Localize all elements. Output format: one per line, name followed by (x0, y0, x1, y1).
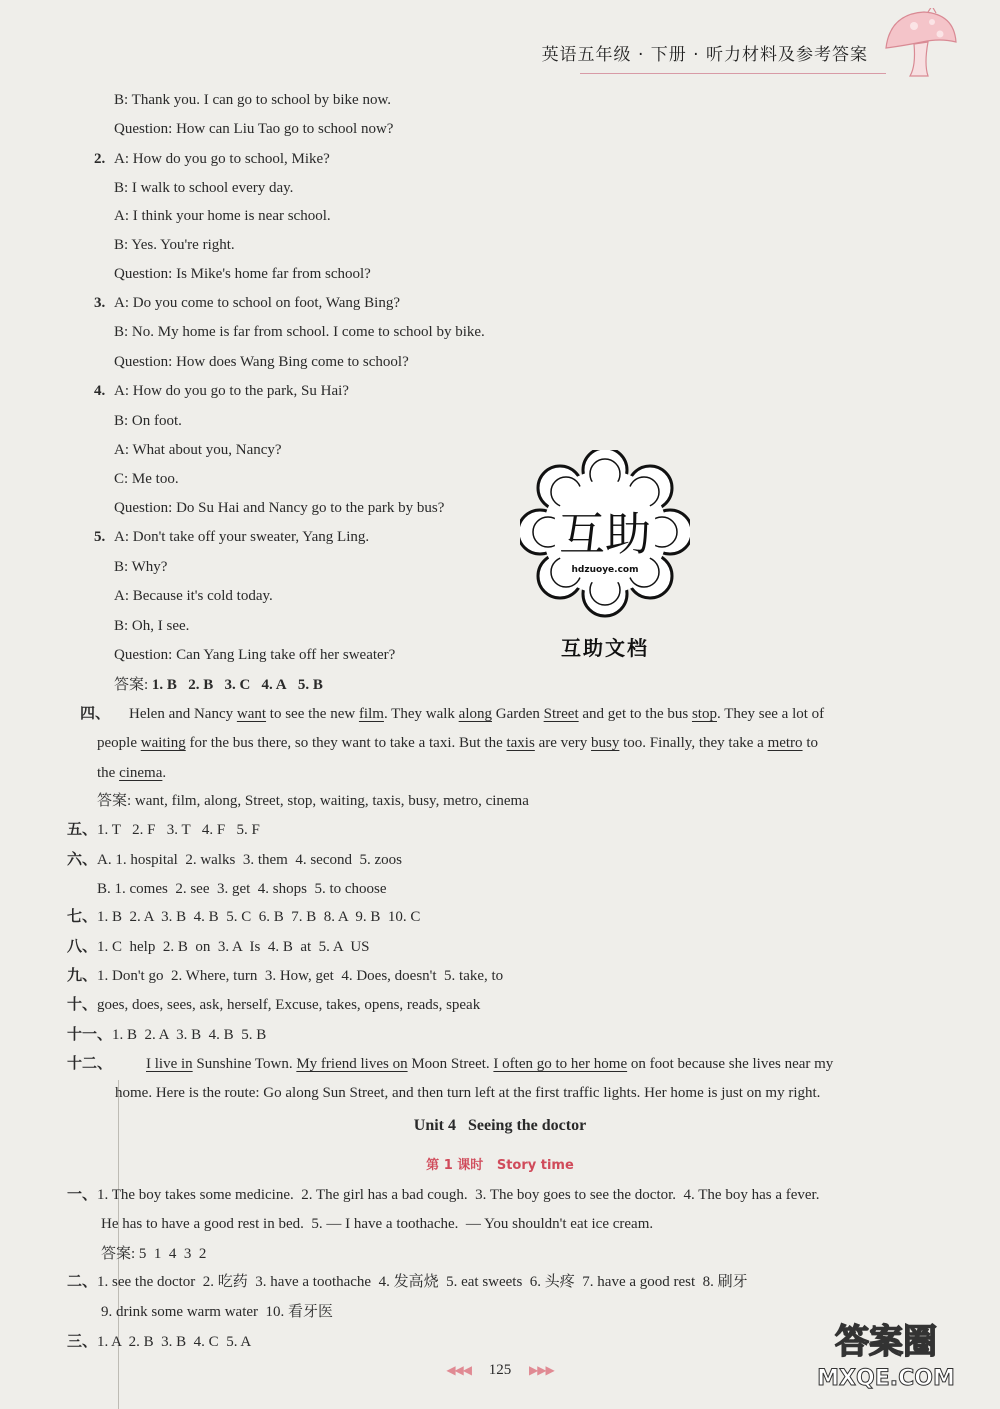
watermark-top-text: 答案圈 (835, 1322, 937, 1362)
answer-item: 2. B (188, 677, 214, 693)
section-number: 十、 (67, 997, 98, 1013)
section-number: 十二、 (67, 1056, 113, 1072)
answer-line: 1. see the doctor 2. 吃药 3. have a toothache 4. 发高烧 5. eat sweets 6. 头疼 7. have a good rest 8. 刷牙 (97, 1274, 748, 1290)
dialogue-line: B: Oh, I see. (114, 618, 190, 634)
answer-item: 3. C (224, 677, 251, 693)
prev-arrows-icon: ◀◀◀ (446, 1363, 471, 1377)
answer-word: waiting (140, 735, 186, 751)
answer-line: 1. The boy takes some medicine. 2. The girl has a bad cough. 3. The boy goes to see the doctor. 4. The boy has a fever. (97, 1187, 820, 1203)
question-line: Question: How can Liu Tao go to school now? (114, 121, 394, 137)
passage-text: people (97, 735, 141, 751)
dialogue-line: A: How do you go to school, Mike? (114, 151, 330, 167)
item-number: 5. (94, 529, 106, 545)
answer-word: film (358, 706, 384, 722)
passage-text: Garden (491, 706, 544, 722)
answer-word: metro (767, 735, 803, 751)
answer-word: I live in (146, 1056, 193, 1072)
dialogue-line: A: Don't take off your sweater, Yang Ling. (114, 529, 370, 545)
header-title: 英语五年级 · 下册 · 听力材料及参考答案 (541, 45, 868, 65)
answer-item: 5. F (236, 822, 260, 838)
section-number: 八、 (67, 939, 98, 955)
passage-text: . They see a lot of (716, 706, 825, 722)
answer-item: 4. A (261, 677, 287, 693)
passage-line: home. Here is the route: Go along Sun Street, and then turn left at the first traffic lights. Her home is just on my right. (115, 1085, 821, 1101)
dialogue-line: A: What about you, Nancy? (114, 442, 282, 458)
section-number: 七、 (67, 909, 98, 925)
question-line: Question: How does Wang Bing come to school? (114, 354, 409, 370)
passage-text: for the bus there, so they want to take a taxi. But the (185, 735, 507, 751)
item-number: 4. (94, 383, 106, 399)
unit-title: Unit 4 Seeing the doctor (413, 1117, 587, 1134)
next-arrows-icon: ▶▶▶ (529, 1363, 554, 1377)
section-number: 五、 (67, 822, 98, 838)
passage-text: . (162, 765, 167, 781)
passage-text: Moon Street. (407, 1056, 494, 1072)
passage-text: on foot because she lives near my (627, 1056, 834, 1072)
answer-line (97, 820, 260, 840)
section-number: 三、 (67, 1334, 98, 1350)
page-number: 125 (488, 1362, 512, 1378)
passage-text: Helen and Nancy (129, 706, 237, 722)
answer-line: 1. B 2. A 3. B 4. B 5. B (112, 1027, 267, 1043)
answer-word: Street (543, 706, 579, 722)
passage-line (97, 763, 166, 783)
answer-word: want (236, 706, 267, 722)
answer-line: 1. Don't go 2. Where, turn 3. How, get 4. Does, doesn't 5. take, to (97, 968, 504, 984)
answer-word: I often go to her home (493, 1056, 628, 1072)
answer-word: taxis (506, 735, 535, 751)
dialogue-line: C: Me too. (114, 471, 179, 487)
section-number: 一、 (67, 1187, 98, 1203)
dialogue-line: B: On foot. (114, 413, 182, 429)
mxqe-watermark-logo (786, 1313, 986, 1393)
passage-text: and get to the bus (578, 706, 692, 722)
answer-line: 9. drink some warm water 10. 看牙医 (101, 1304, 334, 1320)
answer-line (114, 675, 323, 695)
passage-text: Sunshine Town. (192, 1056, 297, 1072)
answer-item: 1. T (97, 822, 121, 838)
hdzuoye-stamp (520, 450, 690, 670)
passage-text: to (802, 735, 818, 751)
answer-line: 1. B 2. A 3. B 4. B 5. C 6. B 7. B 8. A 9. B 10. C (97, 909, 421, 925)
answer-item: 4. F (201, 822, 226, 838)
header-rule (580, 73, 886, 74)
answer-word: cinema (119, 765, 163, 781)
stamp-big-text: 互助 (559, 507, 651, 561)
question-line: Question: Do Su Hai and Nancy go to the park by bus? (114, 500, 445, 516)
question-line: Question: Can Yang Ling take off her sweater? (114, 647, 396, 663)
dialogue-line: B: Thank you. I can go to school by bike now. (114, 92, 392, 108)
dialogue-line: B: Yes. You're right. (114, 237, 235, 253)
dialogue-line: A: I think your home is near school. (114, 208, 331, 224)
answer-word: My friend lives on (296, 1056, 408, 1072)
passage-text: to see the new (266, 706, 359, 722)
answer-line: B. 1. comes 2. see 3. get 4. shops 5. to choose (97, 881, 387, 897)
dialogue-line: B: Why? (114, 559, 168, 575)
dialogue-line: A: How do you go to the park, Su Hai? (114, 383, 349, 399)
dialogue-line: B: I walk to school every day. (114, 180, 294, 196)
item-number: 2. (94, 151, 106, 167)
mushroom-icon (880, 8, 960, 82)
passage-text: too. Finally, they take a (619, 735, 768, 751)
answer-item: 1. B (151, 677, 177, 693)
stamp-url: hdzuoye.com (571, 565, 639, 575)
section-number: 四、 (80, 706, 111, 722)
passage-line (97, 733, 818, 753)
watermark-bottom-text: MXQE.COM (817, 1366, 955, 1391)
answer-line: 1. C help 2. B on 3. A Is 4. B at 5. A US (97, 939, 370, 955)
question-line: Question: Is Mike's home far from school? (114, 266, 371, 282)
item-number: 3. (94, 295, 106, 311)
passage-text: the (97, 765, 120, 781)
dialogue-line: B: No. My home is far from school. I come to school by bike. (114, 324, 485, 340)
dialogue-line: A: Do you come to school on foot, Wang Bing? (114, 295, 400, 311)
section-number: 六、 (67, 852, 98, 868)
answer-line: A. 1. hospital 2. walks 3. them 4. second 5. zoos (97, 852, 402, 868)
answer-line: 答案: 5 1 4 3 2 (101, 1246, 207, 1262)
answer-label: 答案: (114, 677, 149, 693)
section-number: 九、 (67, 968, 98, 984)
passage-line (146, 1054, 833, 1074)
header (540, 30, 960, 74)
lesson-title: 第 1 课时 Story time (426, 1158, 574, 1173)
stamp-flower-icon (520, 450, 690, 630)
answer-item: 3. T (166, 822, 191, 838)
passage-text: . They walk (383, 706, 459, 722)
answer-line: 答案: want, film, along, Street, stop, waiting, taxis, busy, metro, cinema (97, 793, 529, 809)
answer-word: stop (691, 706, 717, 722)
section-number: 二、 (67, 1274, 98, 1290)
answer-line: 1. A 2. B 3. B 4. C 5. A (97, 1334, 252, 1350)
passage-line (129, 704, 824, 724)
passage-text: are very (534, 735, 592, 751)
answer-item: 5. B (297, 677, 323, 693)
answer-line: goes, does, sees, ask, herself, Excuse, takes, opens, reads, speak (97, 997, 481, 1013)
answer-word: along (458, 706, 492, 722)
section-number: 十一、 (67, 1027, 113, 1043)
stamp-caption: 互助文档 (561, 636, 649, 660)
answer-word: busy (591, 735, 620, 751)
dialogue-line: A: Because it's cold today. (114, 588, 273, 604)
answer-item: 2. F (132, 822, 156, 838)
answer-line: He has to have a good rest in bed. 5. — I have a toothache. — You shouldn't eat ice cream. (101, 1216, 654, 1232)
